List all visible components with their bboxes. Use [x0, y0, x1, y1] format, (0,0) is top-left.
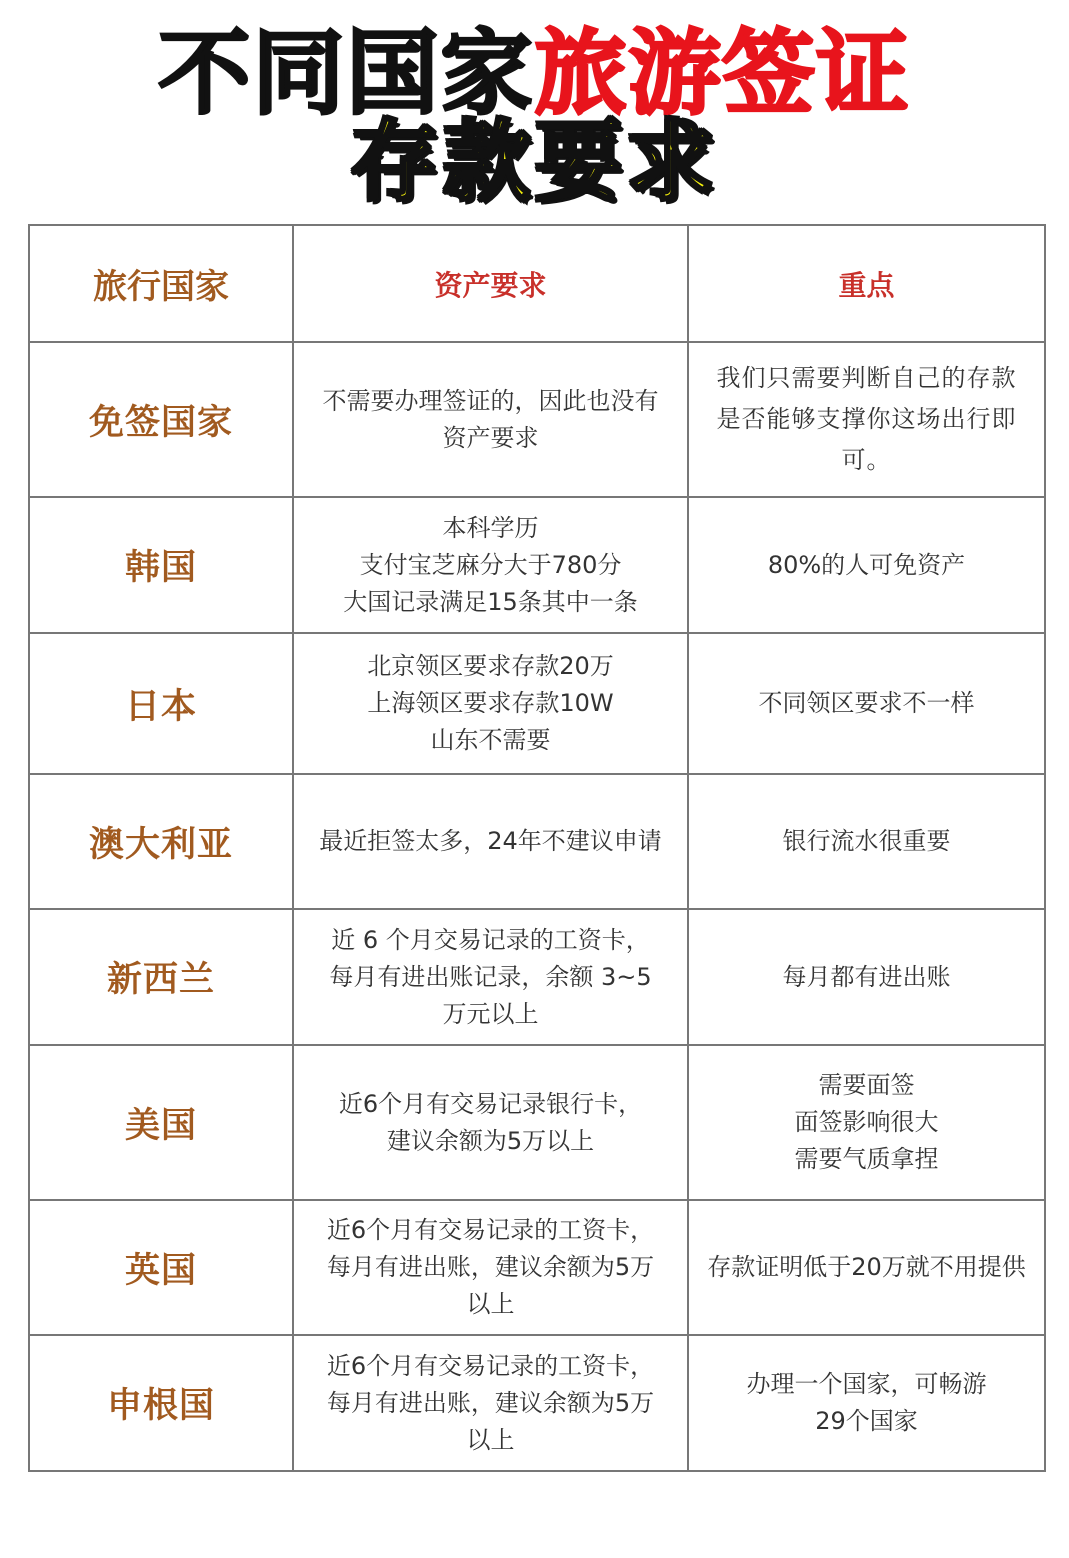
text-line: 可。: [841, 446, 892, 474]
country-cell: 韩国: [29, 497, 293, 633]
requirement-cell: [293, 1045, 688, 1200]
key-point-cell: [688, 1200, 1045, 1335]
text-line: 每月有进出账，建议余额为5万: [326, 1253, 655, 1281]
visa-deposit-table: [28, 224, 1046, 1472]
table-row: [29, 633, 1045, 774]
text-line: 每月都有进出账: [782, 962, 951, 991]
title-black-part: 不同国家: [158, 20, 535, 127]
text-line: 面签影响很大: [794, 1108, 939, 1136]
text-line: 我们只需要判断自己的存款: [716, 364, 1017, 392]
table-row: [29, 909, 1045, 1045]
text-line: 29个国家: [815, 1407, 918, 1435]
requirement-cell: [293, 1335, 688, 1471]
text-line: 80%的人可免资产: [767, 550, 966, 579]
country-cell: 申根国: [29, 1335, 293, 1471]
key-point-cell: [688, 633, 1045, 774]
requirement-cell: [293, 633, 688, 774]
text-line: 北京领区要求存款20万: [367, 652, 614, 680]
text-line: 需要气质拿捏: [794, 1145, 939, 1173]
table-row: [29, 497, 1045, 633]
country-cell: 美国: [29, 1045, 293, 1200]
key-point-cell: [688, 1045, 1045, 1200]
text-line: 近6个月有交易记录的工资卡，: [326, 1351, 655, 1380]
header-country: 旅行国家: [29, 225, 293, 342]
table-row: [29, 342, 1045, 497]
table-row: [29, 774, 1045, 909]
text-line: 近6个月有交易记录银行卡，: [338, 1089, 643, 1118]
table-row: [29, 1045, 1045, 1200]
country-cell: 免签国家: [29, 342, 293, 497]
header-key-point: 重点: [688, 225, 1045, 342]
requirement-cell: [293, 497, 688, 633]
country-cell: 新西兰: [29, 909, 293, 1045]
text-line: 不同领区要求不一样: [758, 689, 975, 717]
page-title: [0, 20, 1069, 127]
text-line: 需要面签: [818, 1071, 915, 1099]
text-line: 不需要办理签证的，因此也没有: [322, 386, 659, 415]
text-line: 山东不需要: [430, 726, 551, 754]
text-line: 以上: [466, 1425, 515, 1454]
page-subtitle: 存款要求: [350, 110, 719, 213]
requirement-cell: [293, 774, 688, 909]
text-line: 办理一个国家，可畅游: [746, 1370, 987, 1398]
country-cell: 英国: [29, 1200, 293, 1335]
text-line: 存款证明低于20万就不用提供: [707, 1253, 1026, 1281]
key-point-cell: [688, 497, 1045, 633]
text-line: 每月有进出账，建议余额为5万: [326, 1388, 655, 1417]
key-point-cell: [688, 909, 1045, 1045]
text-line: 本科学历: [442, 513, 539, 542]
table-row: [29, 1335, 1045, 1471]
requirement-cell: [293, 1200, 688, 1335]
header-requirement: 资产要求: [293, 225, 688, 342]
text-line: 支付宝芝麻分大于780分: [359, 550, 622, 579]
key-point-cell: [688, 774, 1045, 909]
country-cell: 日本: [29, 633, 293, 774]
text-line: 建议余额为5万以上: [386, 1126, 595, 1155]
text-line: 以上: [466, 1290, 515, 1318]
text-line: 是否能够支撑你这场出行即: [716, 405, 1017, 433]
text-line: 上海领区要求存款10W: [367, 689, 614, 717]
text-line: 银行流水很重要: [782, 827, 951, 855]
text-line: 资产要求: [442, 423, 539, 452]
text-line: 每月有进出账记录，余额 3~5: [329, 962, 652, 991]
text-line: 万元以上: [442, 999, 539, 1028]
key-point-cell: [688, 1335, 1045, 1471]
country-cell: 澳大利亚: [29, 774, 293, 909]
text-line: 近6个月有交易记录的工资卡，: [326, 1216, 655, 1244]
requirement-cell: [293, 342, 688, 497]
table-header-row: [29, 225, 1045, 342]
text-line: 最近拒签太多，24年不建议申请: [319, 827, 662, 855]
text-line: 近 6 个月交易记录的工资卡，: [331, 925, 650, 954]
key-point-cell: [688, 342, 1045, 497]
title-red-part: 旅游签证: [534, 20, 911, 127]
table-row: [29, 1200, 1045, 1335]
text-line: 大国记录满足15条其中一条: [343, 587, 638, 616]
requirement-cell: [293, 909, 688, 1045]
